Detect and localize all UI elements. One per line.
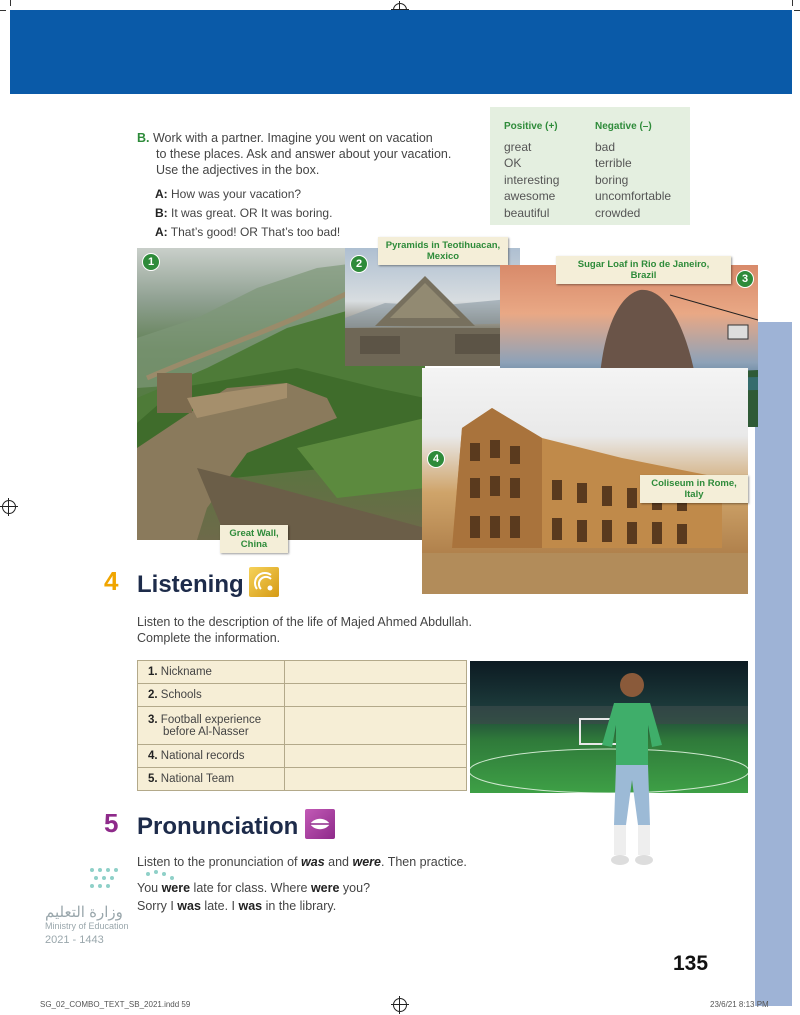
- ministry-logo-dots: [88, 866, 183, 894]
- photo-number-badge: 3: [736, 270, 754, 288]
- football-player-illustration: [592, 665, 672, 875]
- page-number: 135: [673, 952, 709, 975]
- dialogue-line: A: How was your vacation?: [155, 187, 302, 201]
- dialogue-line: A: That’s good! OR That’s too bad!: [155, 225, 341, 239]
- answer-cell[interactable]: [285, 768, 467, 791]
- footer-file: SG_02_COMBO_TEXT_SB_2021.indd 59: [40, 1000, 191, 1009]
- photo-number-badge: 2: [350, 255, 368, 273]
- pyramid-illustration: [345, 248, 520, 366]
- photo-caption: Coliseum in Rome, Italy: [640, 475, 748, 503]
- registration-mark-icon: [2, 500, 16, 514]
- table-row: 3. Football experience before Al-Nasser: [138, 707, 467, 745]
- table-row: 1. Nickname: [138, 661, 467, 684]
- practice-line: You were late for class. Where were you?: [137, 881, 371, 895]
- photo-caption: Pyramids in Teotihuacan, Mexico: [378, 237, 508, 265]
- exercise-b-instruction: B. Work with a partner. Imagine you went on vacation to these places. Ask and answer about your vacation. Use the adjectives in the box.: [137, 131, 452, 177]
- info-table: [137, 660, 467, 791]
- ministry-arabic: وزارة التعليم: [45, 904, 123, 921]
- negative-column: Negative (–) bad terrible boring uncomfortable crowded: [595, 121, 672, 220]
- section-title-listening: Listening: [137, 571, 244, 598]
- answer-cell[interactable]: [285, 684, 467, 707]
- pyramid-photo: [345, 248, 520, 366]
- dialogue-line: B: It was great. OR It was boring.: [155, 206, 333, 220]
- positive-column: Positive (+) great OK interesting awesome beautiful: [504, 121, 560, 220]
- ministry-english: Ministry of Education: [45, 921, 129, 931]
- photo-caption: Sugar Loaf in Rio de Janeiro, Brazil: [556, 256, 731, 284]
- crop-mark: [792, 0, 793, 6]
- table-row: 2. Schools: [138, 684, 467, 707]
- answer-cell[interactable]: [285, 661, 467, 684]
- photo-number-badge: 1: [142, 253, 160, 271]
- top-banner: [10, 10, 792, 94]
- crop-mark: [794, 10, 800, 11]
- photo-number-badge: 4: [427, 450, 445, 468]
- table-row: 4. National records: [138, 745, 467, 768]
- photo-caption: Great Wall, China: [220, 525, 288, 553]
- adjective-box: [490, 107, 690, 225]
- exercise-label: B.: [137, 131, 150, 145]
- ministry-years: 2021 - 1443: [45, 934, 104, 946]
- footer-date: 23/6/21 8:13 PM: [710, 1000, 769, 1009]
- table-row: 5. National Team: [138, 768, 467, 791]
- section-number: 4: [104, 566, 119, 596]
- crop-mark: [10, 0, 11, 6]
- answer-cell[interactable]: [285, 707, 467, 745]
- section-number: 5: [104, 808, 119, 838]
- section-title-pronunciation: Pronunciation: [137, 813, 299, 840]
- crop-mark: [0, 10, 6, 11]
- lips-icon[interactable]: [305, 809, 335, 839]
- headphones-audio-icon[interactable]: [249, 567, 279, 597]
- pronunciation-instruction: Listen to the pronunciation of was and were. Then practice.: [137, 855, 467, 869]
- answer-cell[interactable]: [285, 745, 467, 768]
- registration-mark-icon: [393, 998, 407, 1012]
- listening-instruction: Listen to the description of the life of Majed Ahmed Abdullah. Complete the information.: [137, 615, 472, 645]
- practice-line: Sorry I was late. I was in the library.: [137, 899, 337, 913]
- side-tab: [755, 322, 792, 1006]
